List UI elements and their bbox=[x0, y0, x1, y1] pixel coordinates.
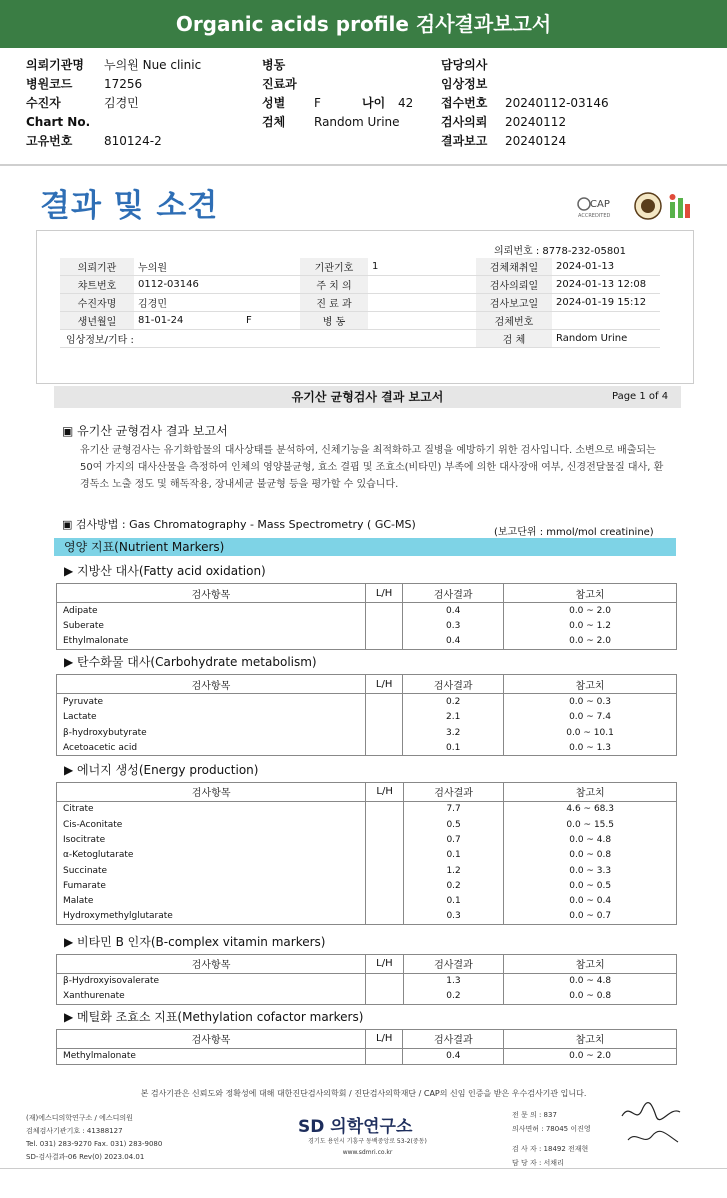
reference-range: 0.0 ~ 0.3 bbox=[504, 694, 677, 710]
result-value: 0.4 bbox=[403, 634, 504, 650]
column-header: 검사결과 bbox=[403, 1029, 504, 1048]
info-cell: 검체채취일 bbox=[476, 258, 552, 276]
info-row bbox=[60, 294, 660, 312]
analyte-name: Adipate bbox=[57, 603, 366, 619]
info-cell bbox=[368, 276, 476, 294]
table-row bbox=[57, 817, 677, 832]
accreditation-logo bbox=[668, 192, 692, 220]
result-value: 0.5 bbox=[403, 817, 504, 832]
specimen-label: 검체 bbox=[262, 115, 286, 129]
footer-line: (재)에스디의학연구소 / 에스디의원 bbox=[26, 1114, 133, 1122]
header-left-value: 누의원 Nue clinic bbox=[104, 58, 202, 72]
flag-cell bbox=[365, 725, 403, 740]
info-cell: 2024-01-19 15:12 bbox=[552, 294, 660, 312]
patient-info-table bbox=[60, 258, 660, 348]
header-left-label: Chart No. bbox=[26, 115, 91, 129]
header-right-label: 담당의사 bbox=[441, 58, 488, 72]
cap-logo-subtext: ACCREDITED bbox=[578, 213, 611, 219]
flag-cell bbox=[365, 740, 403, 756]
reference-range: 0.0 ~ 2.0 bbox=[504, 1048, 677, 1064]
info-specimen-label: 검 체 bbox=[476, 330, 552, 348]
info-cell: 의뢰기관 bbox=[60, 258, 134, 276]
header-left-value: 810124-2 bbox=[104, 134, 162, 148]
info-cell: 0112-03146 bbox=[134, 276, 300, 294]
reference-range: 0.0 ~ 0.8 bbox=[504, 989, 677, 1005]
info-specimen-value: Random Urine bbox=[552, 330, 660, 348]
cap-logo bbox=[576, 194, 626, 220]
page-indicator: Page 1 of 4 bbox=[612, 391, 669, 402]
result-table bbox=[56, 954, 677, 1006]
certification-note: 본 검사기관은 신뢰도와 정확성에 대해 대한진단검사의학회 / 진단검사의학재단 / CAP의 신임 인증을 받은 우수검사기관 입니다. bbox=[140, 1089, 587, 1098]
column-header: 검사항목 bbox=[57, 584, 366, 603]
info-cell: 2024-01-13 bbox=[552, 258, 660, 276]
column-header: 검사결과 bbox=[403, 954, 504, 973]
result-value: 0.2 bbox=[403, 694, 504, 710]
info-row bbox=[60, 276, 660, 294]
analyte-name: Hydroxymethylglutarate bbox=[57, 909, 366, 925]
info-cell: 김경민 bbox=[134, 294, 300, 312]
bottom-divider bbox=[0, 1168, 727, 1169]
cap-logo-text: CAP bbox=[590, 199, 610, 210]
flag-cell bbox=[366, 989, 404, 1005]
footer-signers bbox=[512, 1108, 591, 1170]
analyte-name: β-hydroxybutyrate bbox=[57, 725, 366, 740]
table-header-row bbox=[57, 1029, 677, 1048]
analyte-name: Malate bbox=[57, 893, 366, 908]
footer-line: www.sdmri.co.kr bbox=[342, 1149, 393, 1156]
column-header: L/H bbox=[366, 782, 403, 801]
analyte-name: Fumarate bbox=[57, 878, 366, 893]
reference-range: 0.0 ~ 0.8 bbox=[504, 848, 677, 863]
info-cell: 누의원 bbox=[134, 258, 300, 276]
table-row bbox=[57, 1048, 677, 1064]
flag-cell bbox=[366, 863, 403, 878]
header-divider bbox=[0, 164, 727, 166]
table-header-row bbox=[57, 584, 677, 603]
column-header: 참고치 bbox=[504, 782, 677, 801]
header-left-value: 김경민 bbox=[104, 96, 139, 110]
section-title: ▣ 유기산 균형검사 결과 보고서 bbox=[62, 424, 228, 438]
result-value: 0.2 bbox=[403, 878, 504, 893]
table-row bbox=[57, 710, 677, 725]
column-header: 검사항목 bbox=[57, 675, 366, 694]
info-cell: 기관기호 bbox=[300, 258, 368, 276]
result-value: 0.1 bbox=[403, 893, 504, 908]
reference-range: 0.0 ~ 0.4 bbox=[504, 893, 677, 908]
report-unit: (보고단위 : mmol/mol creatinine) bbox=[494, 527, 654, 538]
flag-cell bbox=[366, 817, 403, 832]
column-header: 검사항목 bbox=[57, 954, 366, 973]
reference-range: 0.0 ~ 2.0 bbox=[504, 634, 677, 650]
footer-line: 담 당 자 : 서채리 bbox=[512, 1159, 564, 1167]
intro-text: 유기산 균형검사는 유기화합물의 대사상태를 분석하여, 신체기능을 최적화하고 질병을 예방하기 위한 검사입니다. 소변으로 배출되는 50여 가지의 대사산물을 측정하여 인체의 영양불균형, 효소 결핍 및 조효소(비타민) 부족에 의한 대사장애 여부, 신경전달물질 대사, 환경독소 노출 정도 및 해독작용, 장내세균 불균형 등을 평가할 수 있습니다. bbox=[80, 445, 664, 490]
header-left-value: 17256 bbox=[104, 77, 143, 91]
analyte-name: β-Hydroxyisovalerate bbox=[57, 973, 366, 989]
column-header: L/H bbox=[365, 1029, 403, 1048]
footer-institution bbox=[26, 1112, 162, 1164]
flag-cell bbox=[366, 801, 403, 817]
result-value: 0.7 bbox=[403, 832, 504, 847]
info-row bbox=[60, 258, 660, 276]
specimen-value: Random Urine bbox=[314, 115, 400, 129]
info-cell: 진 료 과 bbox=[300, 294, 368, 312]
analyte-name: Isocitrate bbox=[57, 832, 366, 847]
section-heading: ▶ 지방산 대사(Fatty acid oxidation) bbox=[64, 564, 266, 578]
signature bbox=[618, 1100, 686, 1152]
analyte-name: Pyruvate bbox=[57, 694, 366, 710]
table-row bbox=[57, 848, 677, 863]
header-right-label: 결과보고 bbox=[441, 134, 488, 148]
table-row bbox=[57, 909, 677, 925]
results-title: 결과 및 소견 bbox=[40, 188, 219, 224]
result-value: 0.4 bbox=[403, 1048, 504, 1064]
report-title: 유기산 균형검사 결과 보고서 bbox=[54, 386, 681, 408]
info-cell: 주 치 의 bbox=[300, 276, 368, 294]
column-header: L/H bbox=[366, 954, 404, 973]
result-value: 1.2 bbox=[403, 863, 504, 878]
info-cell: F bbox=[242, 312, 300, 330]
section-heading: ▶ 메틸화 조효소 지표(Methylation cofactor markers) bbox=[64, 1009, 364, 1024]
section-heading: ▶ 탄수화물 대사(Carbohydrate metabolism) bbox=[64, 655, 317, 670]
result-table bbox=[56, 583, 677, 650]
request-number: 의뢰번호 : 8778-232-05801 bbox=[494, 246, 626, 257]
info-cell bbox=[368, 312, 476, 330]
footer-line: SD-검사결과-06 Rev(0) 2023.04.01 bbox=[26, 1153, 145, 1161]
info-cell: 병 동 bbox=[300, 312, 368, 330]
table-header-row bbox=[57, 675, 677, 694]
sd-logo: SD 의학연구소 bbox=[298, 1117, 413, 1137]
section-heading: ▶ 에너지 생성(Energy production) bbox=[64, 762, 259, 777]
result-table bbox=[56, 674, 677, 756]
reference-range: 0.0 ~ 3.3 bbox=[504, 863, 677, 878]
flag-cell bbox=[366, 878, 403, 893]
table-row bbox=[57, 603, 677, 619]
column-header: 검사결과 bbox=[403, 675, 504, 694]
reference-range: 4.6 ~ 68.3 bbox=[504, 801, 677, 817]
result-value: 0.1 bbox=[403, 848, 504, 863]
info-row bbox=[60, 330, 660, 348]
header-left-label: 수진자 bbox=[26, 96, 61, 110]
header-left-label: 고유번호 bbox=[26, 134, 73, 148]
info-cell: 생년월일 bbox=[60, 312, 134, 330]
info-cell bbox=[552, 312, 660, 330]
header-left-label: 병원코드 bbox=[26, 77, 73, 91]
analyte-name: Citrate bbox=[57, 801, 366, 817]
reference-range: 0.0 ~ 10.1 bbox=[504, 725, 677, 740]
column-header: L/H bbox=[365, 584, 403, 603]
table-row bbox=[57, 893, 677, 908]
age-value: 42 bbox=[398, 96, 414, 110]
column-header: 참고치 bbox=[504, 1029, 677, 1048]
reference-range: 0.0 ~ 0.7 bbox=[504, 909, 677, 925]
table-row bbox=[57, 801, 677, 817]
department-label: 진료과 bbox=[262, 77, 297, 91]
flag-cell bbox=[365, 710, 403, 725]
flag-cell bbox=[365, 1048, 403, 1064]
clinical-info-label: 임상정보/기타 : bbox=[60, 330, 476, 348]
header-right-label: 접수번호 bbox=[441, 96, 488, 110]
footer-line: 의사면허 : 78045 이진영 bbox=[512, 1125, 591, 1133]
column-header: 검사항목 bbox=[57, 1029, 366, 1048]
table-header-row bbox=[57, 954, 677, 973]
header-right-value: 20240124 bbox=[505, 134, 567, 148]
result-value: 3.2 bbox=[403, 725, 504, 740]
result-value: 7.7 bbox=[403, 801, 504, 817]
table-row bbox=[57, 832, 677, 847]
flag-cell bbox=[365, 694, 403, 710]
table-header-row bbox=[57, 782, 677, 801]
header-right-label: 임상정보 bbox=[441, 77, 488, 91]
ward-label: 병동 bbox=[262, 58, 286, 72]
reference-range: 0.0 ~ 4.8 bbox=[504, 832, 677, 847]
info-row bbox=[60, 312, 660, 330]
footer-address bbox=[300, 1136, 435, 1158]
column-header: 참고치 bbox=[504, 954, 677, 973]
nutrient-markers-bar: 영양 지표(Nutrient Markers) bbox=[54, 538, 676, 556]
header-right-label: 검사의뢰 bbox=[441, 115, 488, 129]
test-method: ▣ 검사방법 : Gas Chromatography - Mass Spectrometry ( GC-MS) bbox=[62, 518, 416, 531]
result-value: 2.1 bbox=[403, 710, 504, 725]
flag-cell bbox=[366, 832, 403, 847]
flag-cell bbox=[365, 634, 403, 650]
column-header: 참고치 bbox=[504, 584, 677, 603]
info-cell: 검체번호 bbox=[476, 312, 552, 330]
result-table bbox=[56, 782, 677, 925]
table-row bbox=[57, 694, 677, 710]
analyte-name: Xanthurenate bbox=[57, 989, 366, 1005]
info-cell: 검사보고일 bbox=[476, 294, 552, 312]
table-row bbox=[57, 740, 677, 756]
info-cell: 수진자명 bbox=[60, 294, 134, 312]
column-header: L/H bbox=[365, 675, 403, 694]
footer-line: 검체검사기관기호 : 41388127 bbox=[26, 1127, 123, 1135]
result-value: 0.3 bbox=[403, 618, 504, 633]
reference-range: 0.0 ~ 1.2 bbox=[504, 618, 677, 633]
analyte-name: Cis-Aconitate bbox=[57, 817, 366, 832]
reference-range: 0.0 ~ 0.5 bbox=[504, 878, 677, 893]
analyte-name: α-Ketoglutarate bbox=[57, 848, 366, 863]
info-cell: 2024-01-13 12:08 bbox=[552, 276, 660, 294]
table-row bbox=[57, 989, 677, 1005]
flag-cell bbox=[366, 848, 403, 863]
result-value: 1.3 bbox=[403, 973, 504, 989]
info-cell: 검사의뢰일 bbox=[476, 276, 552, 294]
table-row bbox=[57, 878, 677, 893]
analyte-name: Lactate bbox=[57, 710, 366, 725]
reference-range: 0.0 ~ 1.3 bbox=[504, 740, 677, 756]
flag-cell bbox=[366, 893, 403, 908]
flag-cell bbox=[365, 603, 403, 619]
seal-logo bbox=[634, 192, 662, 220]
report-header-bar: Organic acids profile 검사결과보고서 bbox=[0, 0, 727, 48]
sex-value: F bbox=[314, 96, 321, 110]
flag-cell bbox=[366, 909, 403, 925]
header-left-label: 의뢰기관명 bbox=[26, 58, 84, 72]
result-table bbox=[56, 1029, 677, 1065]
header-right-value: 20240112 bbox=[505, 115, 567, 129]
info-cell: 1 bbox=[368, 258, 476, 276]
sex-label: 성별 bbox=[262, 96, 286, 110]
reference-range: 0.0 ~ 15.5 bbox=[504, 817, 677, 832]
result-value: 0.4 bbox=[403, 603, 504, 619]
table-row bbox=[57, 634, 677, 650]
section-heading: ▶ 비타민 B 인자(B-complex vitamin markers) bbox=[64, 934, 326, 949]
info-cell bbox=[368, 294, 476, 312]
table-row bbox=[57, 973, 677, 989]
result-value: 0.2 bbox=[403, 989, 504, 1005]
result-value: 0.3 bbox=[403, 909, 504, 925]
table-row bbox=[57, 863, 677, 878]
table-row bbox=[57, 725, 677, 740]
column-header: 검사결과 bbox=[403, 782, 504, 801]
column-header: 검사결과 bbox=[403, 584, 504, 603]
analyte-name: Succinate bbox=[57, 863, 366, 878]
result-value: 0.1 bbox=[403, 740, 504, 756]
footer-line: 검 사 자 : 18492 전재현 bbox=[512, 1145, 589, 1153]
reference-range: 0.0 ~ 2.0 bbox=[504, 603, 677, 619]
flag-cell bbox=[365, 618, 403, 633]
reference-range: 0.0 ~ 7.4 bbox=[504, 710, 677, 725]
analyte-name: Acetoacetic acid bbox=[57, 740, 366, 756]
footer-line: 경기도 용인시 기흥구 동백중앙로 53-2(중동) bbox=[308, 1138, 427, 1145]
info-cell: 81-01-24 bbox=[134, 312, 242, 330]
column-header: 검사항목 bbox=[57, 782, 366, 801]
column-header: 참고치 bbox=[504, 675, 677, 694]
analyte-name: Suberate bbox=[57, 618, 366, 633]
analyte-name: Methylmalonate bbox=[57, 1048, 366, 1064]
age-label: 나이 bbox=[362, 96, 386, 110]
reference-range: 0.0 ~ 4.8 bbox=[504, 973, 677, 989]
footer-line: 전 문 의 : 837 bbox=[512, 1111, 557, 1119]
analyte-name: Ethylmalonate bbox=[57, 634, 366, 650]
header-right-value: 20240112-03146 bbox=[505, 96, 609, 110]
table-row bbox=[57, 618, 677, 633]
flag-cell bbox=[366, 973, 404, 989]
info-cell: 챠트번호 bbox=[60, 276, 134, 294]
footer-line: Tel. 031) 283-9270 Fax. 031) 283-9080 bbox=[26, 1140, 163, 1148]
